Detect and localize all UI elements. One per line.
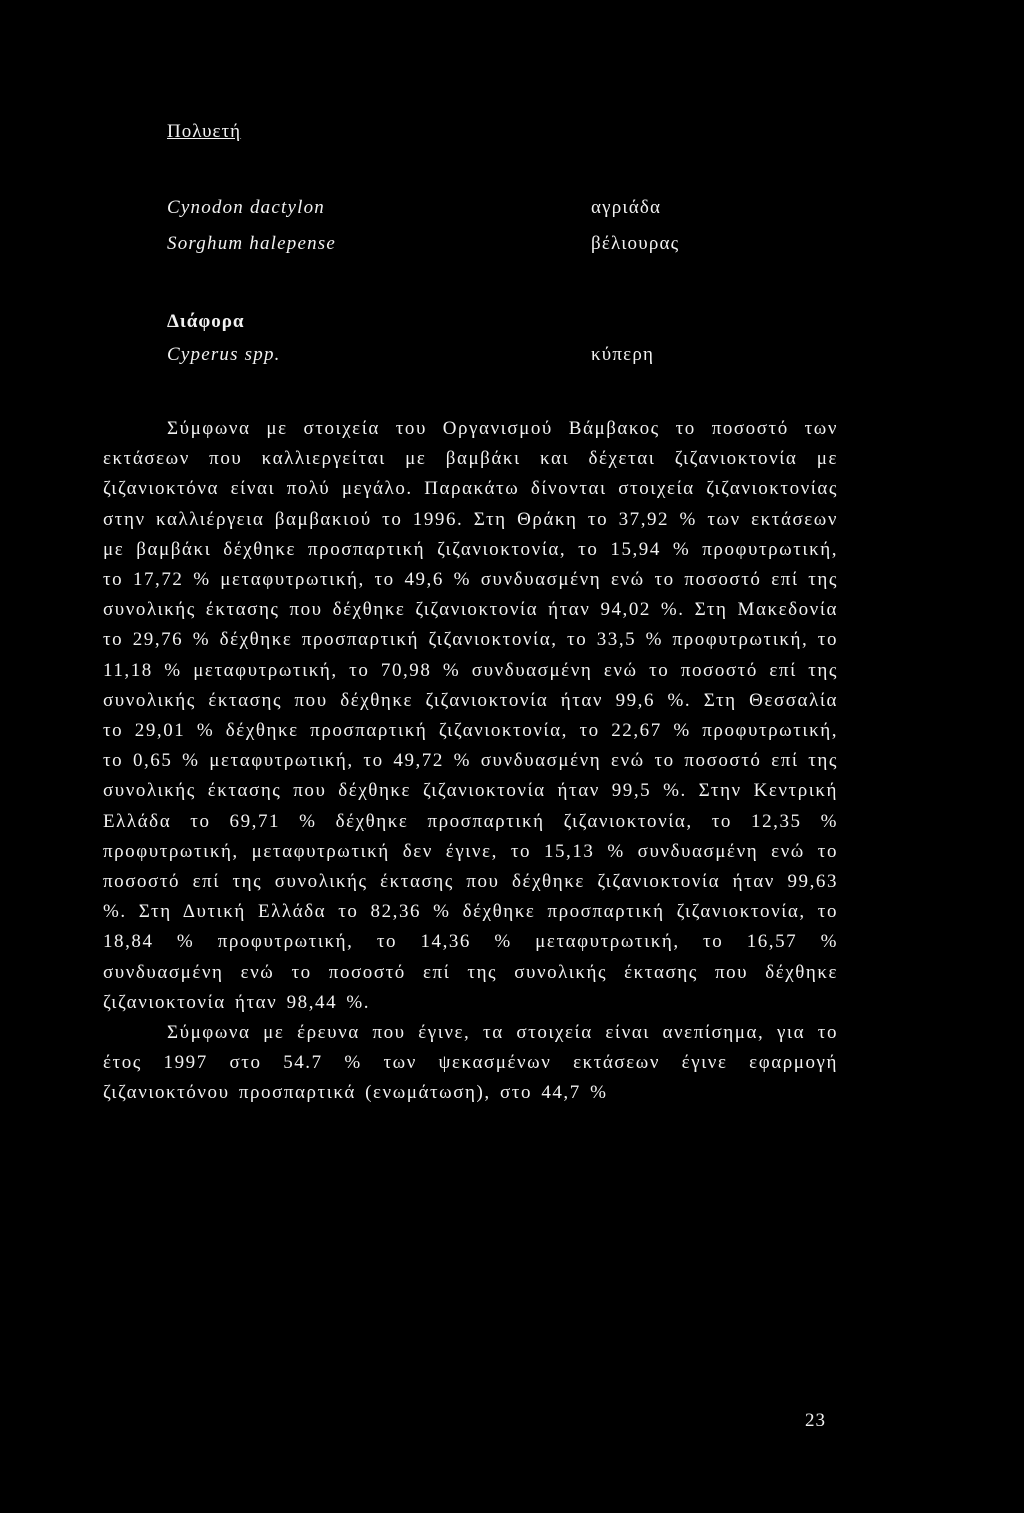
- species-row: [167, 197, 807, 233]
- species-row: [167, 344, 807, 380]
- heading-various: Διάφορα: [167, 311, 245, 332]
- species-latin-name: Sorghum halepense: [167, 233, 337, 254]
- species-common-name: αγριάδα: [591, 197, 662, 218]
- species-common-name: βέλιουρας: [591, 233, 680, 254]
- various-species-list: [167, 344, 807, 380]
- paragraph: Σύμφωνα με έρευνα που έγινε, τα στοιχεία είναι ανεπίσημα, για το έτος 1997 στο 54.7 % των ψεκασμένων εκτάσεων έγινε εφαρμογή ζιζανιοκτόνου προσπαρτικά (ενωμάτωση), στο 44,7 %: [103, 1022, 838, 1104]
- species-row: [167, 233, 807, 269]
- species-latin-name: Cynodon dactylon: [167, 197, 325, 218]
- body-text: [103, 414, 838, 1109]
- species-latin-name: Cyperus spp.: [167, 344, 281, 365]
- paragraph: Σύμφωνα με στοιχεία του Οργανισμού Βάμβακος το ποσοστό των εκτάσεων που καλλιεργείται με βαμβάκι και δέχεται ζιζανιοκτονία με ζιζανιοκτόνα είναι πολύ μεγάλο. Παρακάτω δίνονται στοιχεία ζιζανιοκτονίας στην καλλιέργεια βαμβακιού το 1996. Στη Θράκη το 37,92 % των εκτάσεων με βαμβάκι δέχθηκε προσπαρτική ζιζανιοκτονία, το 15,94 % προφυτρωτική, το 17,72 % μεταφυτρωτική, το 49,6 % συνδυασμένη ενώ το ποσοστό επί της συνολικής έκτασης που δέχθηκε ζιζανιοκτονία ήταν 94,02 %. Στη Μακεδονία το 29,76 % δέχθηκε προσπαρτική ζιζανιοκτονία, το 33,5 % προφυτρωτική, το 11,18 % μεταφυτρωτική, το 70,98 % συνδυασμένη ενώ το ποσοστό επί της συνολικής έκτασης που δέχθηκε ζιζανιοκτονία ήταν 99,6 %. Στη Θεσσαλία το 29,01 % δέχθηκε προσπαρτική ζιζανιοκτονία, το 22,67 % προφυτρωτική, το 0,65 % μεταφυτρωτική, το 49,72 % συνδυασμένη ενώ το ποσοστό επί της συνολικής έκτασης που δέχθηκε ζιζανιοκτονία ήταν 99,5 %. Στην Κεντρική Ελλάδα το 69,71 % δέχθηκε προσπαρτική ζιζανιοκτονία, το 12,35 % προφυτρωτική, μεταφυτρωτική δεν έγινε, το 15,13 % συνδυασμένη ενώ το ποσοστό επί της συνολικής έκτασης που δέχθηκε ζιζανιοκτονία ήταν 99,63 %. Στη Δυτική Ελλάδα το 82,36 % δέχθηκε προσπαρτική ζιζανιοκτονία, το 18,84 % προφυτρωτική, το 14,36 % μεταφυτρωτική, το 16,57 % συνδυασμένη ενώ το ποσοστό επί της συνολικής έκτασης που δέχθηκε ζιζανιοκτονία ήταν 98,44 %.: [103, 418, 838, 1013]
- heading-perennial: Πολυετή: [167, 121, 242, 142]
- species-common-name: κύπερη: [591, 344, 655, 365]
- page-number: 23: [805, 1410, 826, 1431]
- perennial-species-list: [167, 197, 807, 269]
